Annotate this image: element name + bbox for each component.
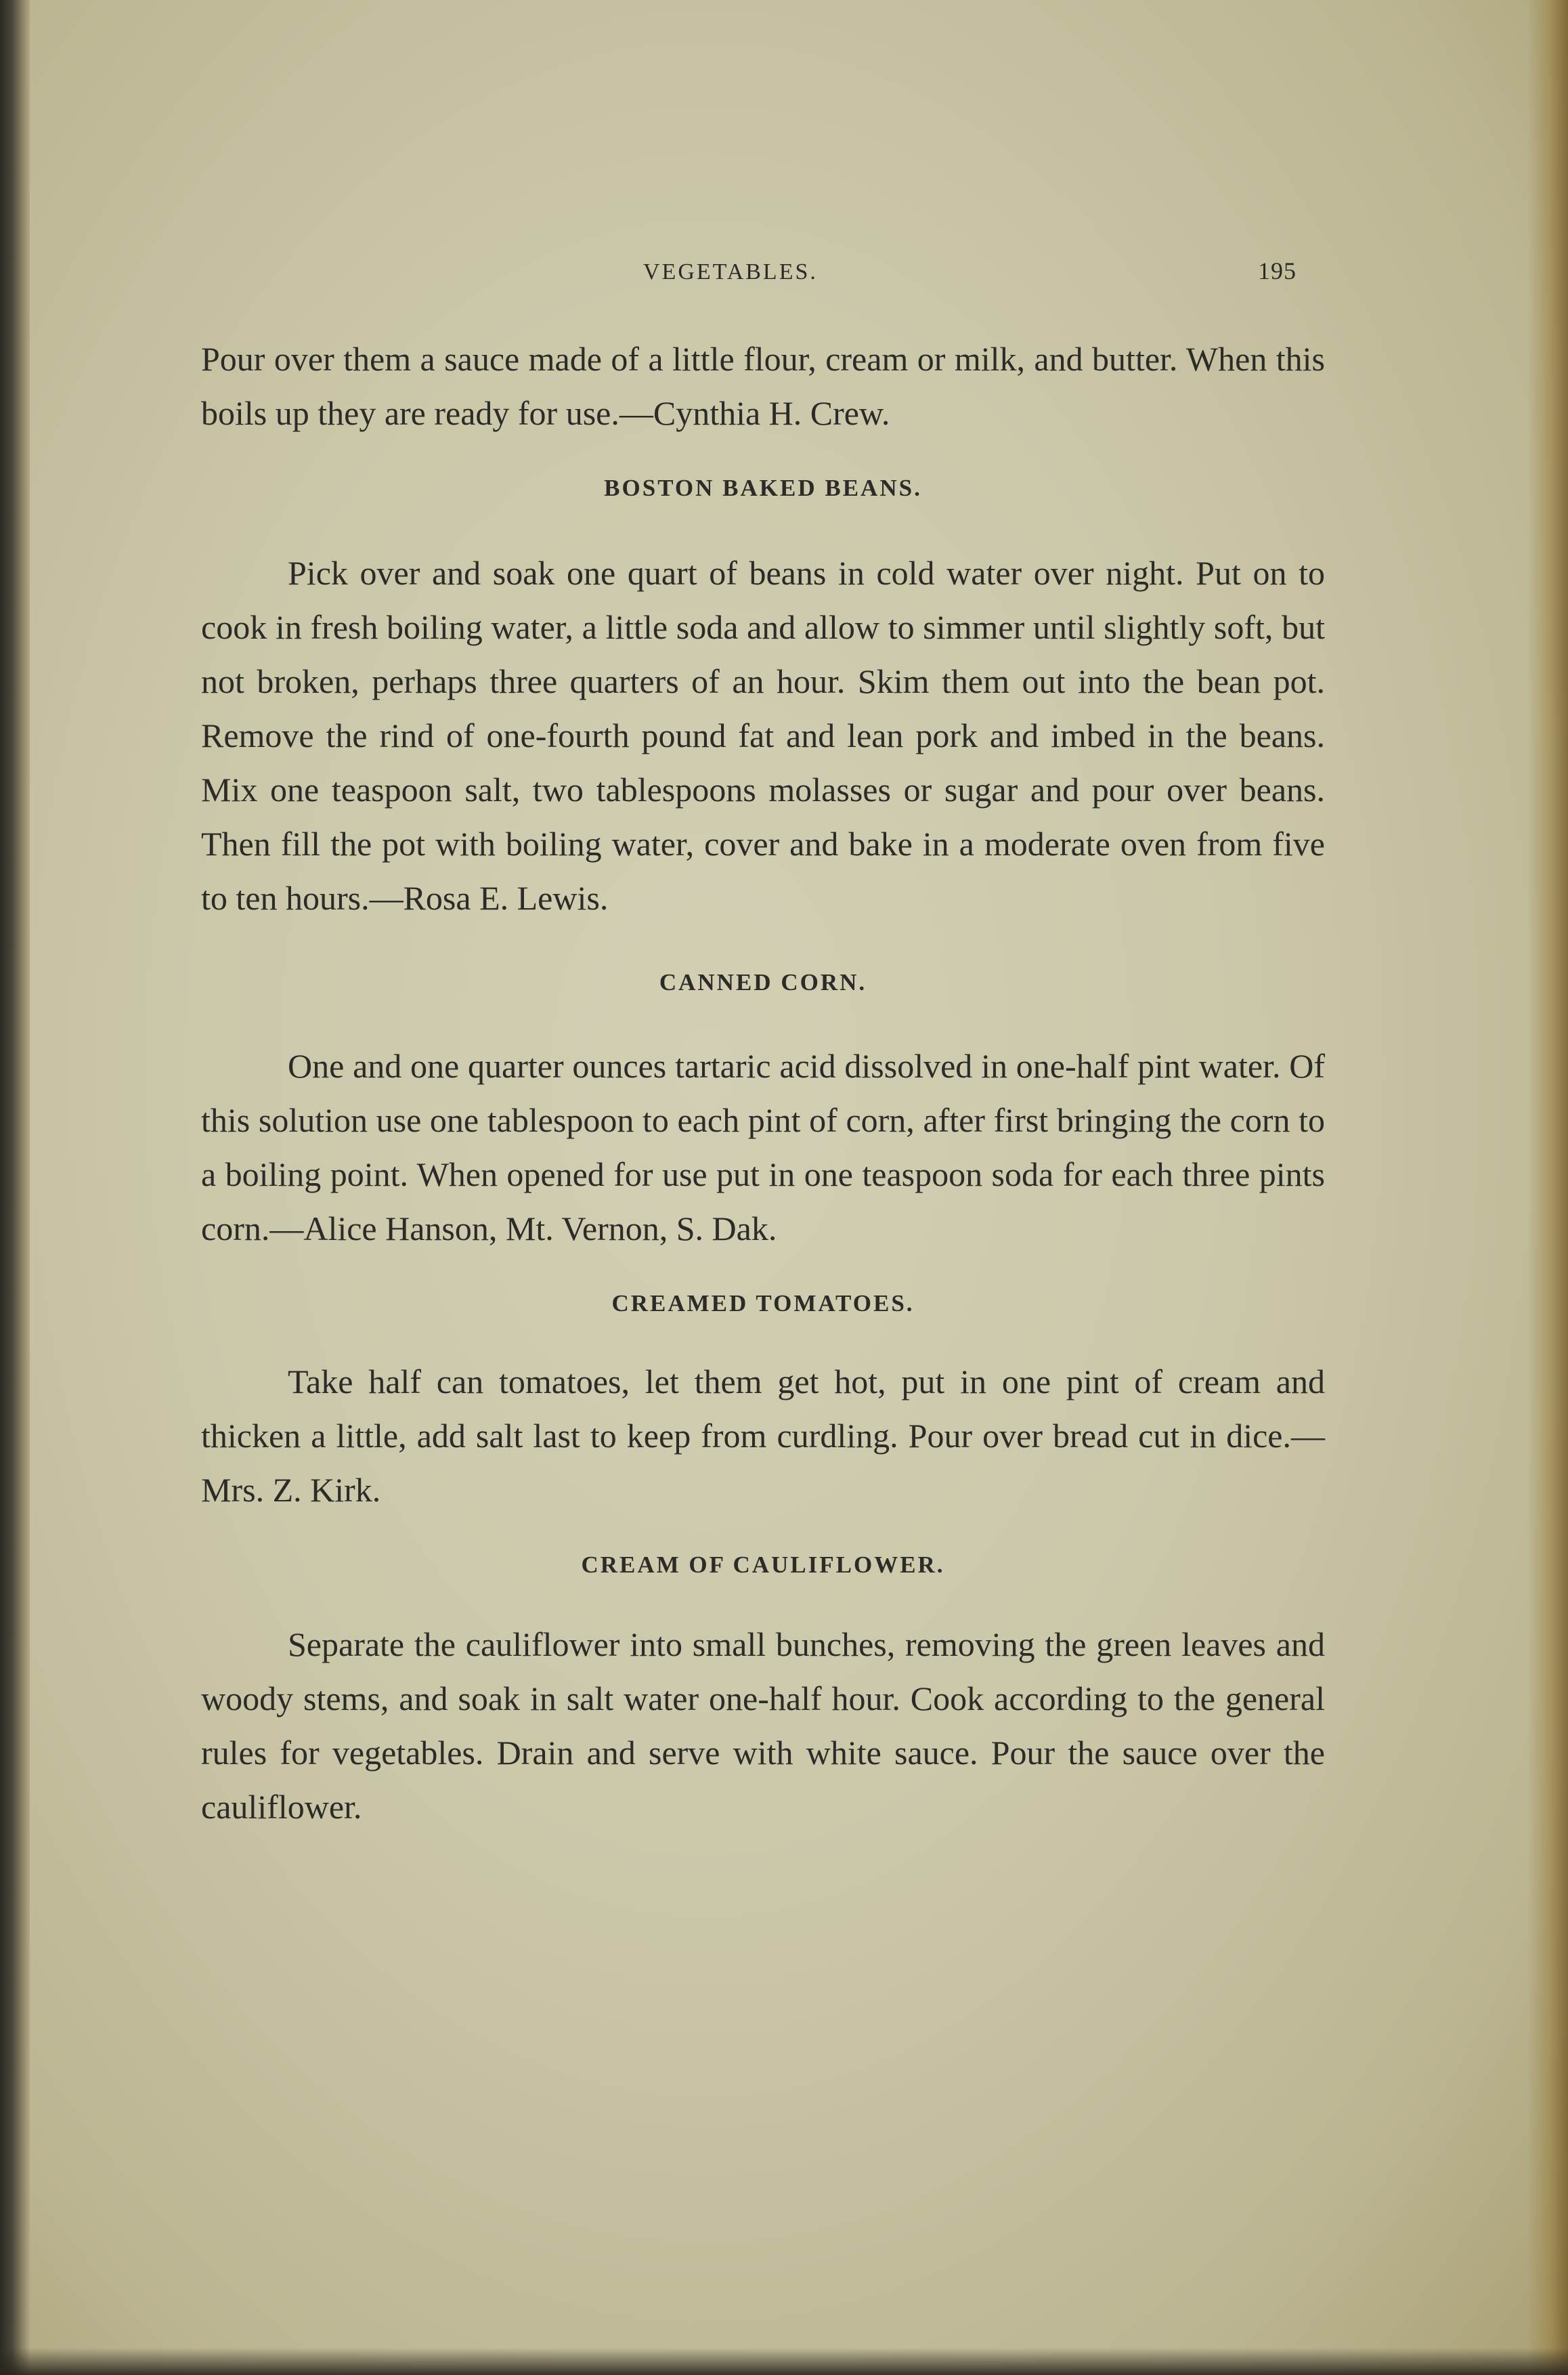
intro-paragraph: Pour over them a sauce made of a little flour, cream or milk, and butter. When this boils up they are ready for use.—Cynthia H. Crew. — [201, 340, 1325, 432]
recipe-heading-creamed-tomatoes: CREAMED TOMATOES. — [611, 1290, 915, 1317]
page-right-edge — [1527, 0, 1568, 2375]
recipe-text-canned-corn: One and one quarter ounces tartaric acid dissolved in one-half pint water. Of this solution use one tablespoon to each pint of corn, after first bringing the corn to a boiling point. When opened for use put in one teaspoon soda for each three pints corn.—Alice Hanson, Mt. Vernon, S. Dak. — [201, 1047, 1325, 1247]
recipe-text-cream-of-cauliflower: Separate the cauliflower into small bunches, removing the green leaves and woody stems, and soak in salt water one-half hour. Cook according to the general rules for vegetables. Drain and serve with white sauce. Pour the sauce over the cauliflower. — [201, 1625, 1325, 1826]
running-head — [0, 259, 1568, 293]
page-number: 195 — [1258, 257, 1297, 284]
recipe-heading-boston-baked-beans: BOSTON BAKED BEANS. — [604, 475, 922, 501]
recipe-heading-canned-corn: CANNED CORN. — [659, 969, 867, 996]
page-body — [201, 332, 1325, 1834]
recipe-heading-cream-of-cauliflower: CREAM OF CAULIFLOWER. — [581, 1552, 945, 1578]
header-title: VEGETABLES. — [643, 259, 818, 284]
page-bottom-edge — [0, 2348, 1568, 2375]
page-binding-edge — [0, 0, 30, 2375]
recipe-text-boston-baked-beans: Pick over and soak one quart of beans in cold water over night. Put on to cook in fresh boiling water, a little soda and allow to simmer until slightly soft, but not broken, perhaps three quarters of an hour. Skim them out into the bean pot. Remove the rind of one-fourth pound fat and lean pork and imbed in the beans. Mix one teaspoon salt, two tablespoons molasses or sugar and pour over beans. Then fill the pot with boiling water, cover and bake in a moderate oven from five to ten hours.—Rosa E. Lewis. — [201, 554, 1325, 917]
recipe-text-creamed-tomatoes: Take half can tomatoes, let them get hot, put in one pint of cream and thicken a little, add salt last to keep from curdling. Pour over bread cut in dice.—Mrs. Z. Kirk. — [201, 1363, 1325, 1509]
